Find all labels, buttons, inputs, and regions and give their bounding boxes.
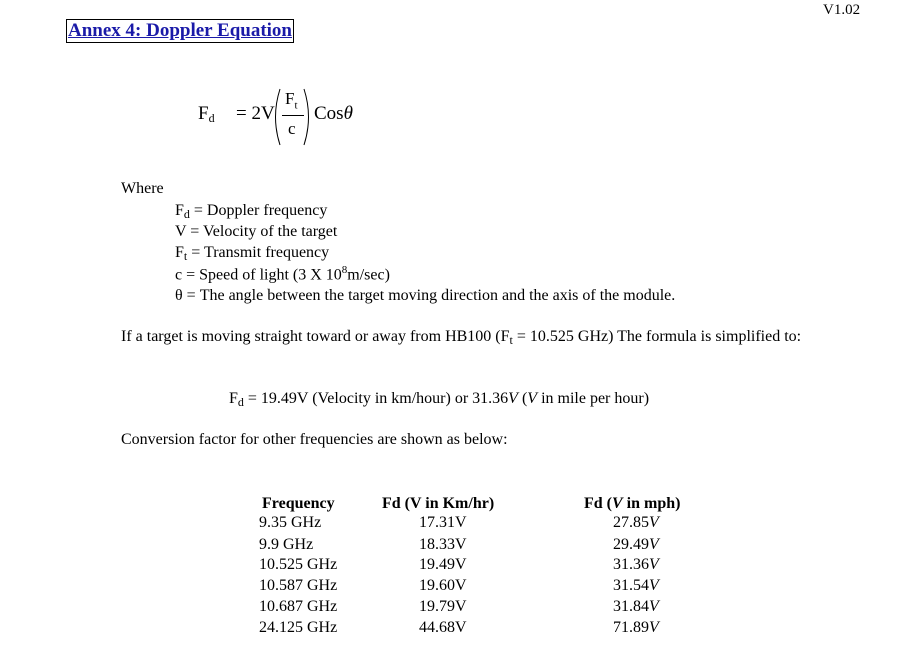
definition-ft: $F_t$ = Transmit frequency [175,244,330,263]
definition-c: c = Speed of light (3 X $10^8m/\sec$) [175,264,390,284]
cell-mph [613,514,659,532]
cell-frequency: 10.687 GHz [259,598,338,615]
cell-mph-value: 31.84 [613,598,649,615]
definition-v: V = Velocity of the target [175,223,338,240]
cell-frequency: 10.587 GHz [259,577,338,594]
cell-mph-value: 31.54 [613,577,649,594]
cell-kmhr: 44.68V [419,619,467,636]
cell-frequency: 9.9 GHz [259,536,314,553]
header-mph: Fd (V in mph) [584,495,681,512]
cell-mph [613,598,659,616]
cell-kmhr: 19.49V [419,556,467,573]
cell-frequency: 24.125 GHz [259,619,338,636]
cell-mph-value: 31.36 [613,556,649,573]
cell-kmhr: 19.60V [419,577,467,594]
left-paren-icon [270,88,282,146]
cell-mph [613,536,659,554]
conversion-text: Conversion factor for other frequencies are shown as below: [121,431,508,448]
cell-mph-unit: V [649,514,659,531]
cell-kmhr: 19.79V [419,598,467,615]
simplified-formula: $F_d = 19.49V$ (Velocity in km/hour) or 31.36V (V in mile per hour) [229,390,650,409]
formula-denominator: c [288,119,296,138]
annex-title: Annex 4: Doppler Equation [68,20,293,41]
cell-mph-unit: V [649,598,659,615]
formula-numerator: $F_t$ [285,89,298,112]
cell-frequency: 10.525 GHz [259,556,338,573]
header-frequency: Frequency [262,495,335,512]
cell-frequency: 9.35 GHz [259,514,322,531]
cell-mph-value: 71.89 [613,619,649,636]
cell-mph-unit: V [649,556,659,573]
right-paren-icon [302,88,314,146]
cell-kmhr: 18.33V [419,536,467,553]
cell-mph-unit: V [649,619,659,636]
definition-fd: $F_d$ = Doppler frequency [175,202,328,221]
cell-mph-unit: V [649,577,659,594]
cell-mph-value: 27.85 [613,514,649,531]
cell-mph-unit: V [649,536,659,553]
where-label: Where [121,180,164,197]
formula-2v: = 2V [236,103,275,124]
formula-lhs: $F_d$ [198,103,215,125]
formula-cos: Cosθ [314,103,353,124]
version-label: V1.02 [823,2,861,18]
fraction-bar [282,115,304,116]
paragraph-hb100: If a target is moving straight toward or away from HB100 ($F_t = 10.525$ GHz) The formula is simplified to: [121,328,802,347]
cell-mph-value: 29.49 [613,536,649,553]
definition-theta: θ = The angle between the target moving direction and the axis of the module. [175,287,676,304]
cell-mph [613,556,659,574]
cell-mph [613,577,659,595]
header-kmhr: Fd (V in Km/hr) [382,495,495,512]
cell-mph [613,619,659,637]
cell-kmhr: 17.31V [419,514,467,531]
